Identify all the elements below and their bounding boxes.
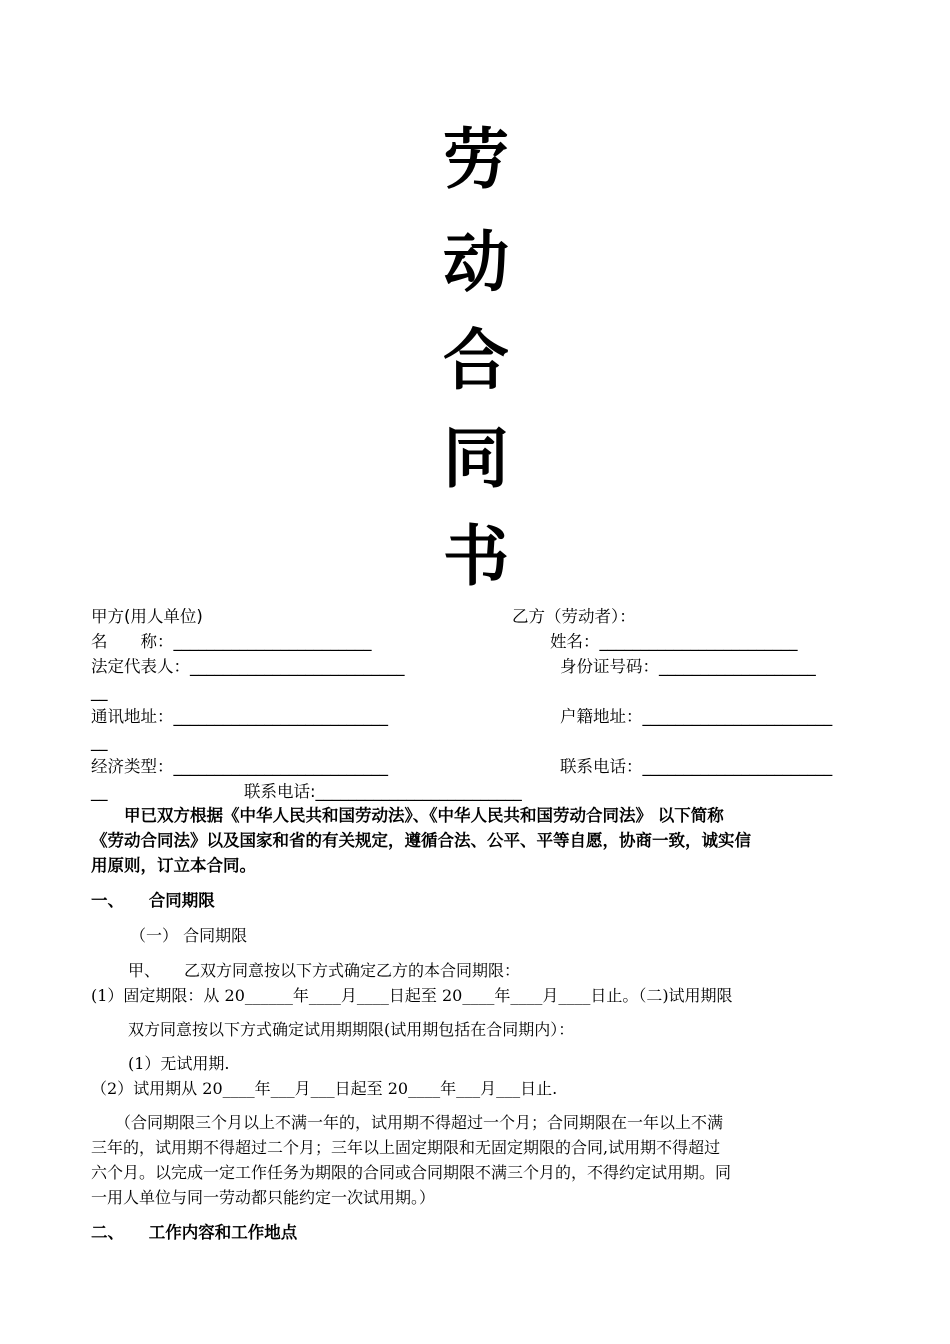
party-b-heading: 乙方（劳动者）： — [512, 607, 636, 626]
trial-note-line-3: 六个月。以完成一定工作任务为期限的合同或合同期限不满三个月的，不得约定试用期。同 — [91, 1163, 732, 1182]
party-b-name-field: 姓名：________________________ — [550, 632, 798, 651]
intro-line-2: 《劳动合同法》以及国家和省的有关规定，遵循合法、公平、平等自愿，协商一致，诚实信 — [91, 831, 751, 850]
party-b-residence-field: 户籍地址：_______________________ — [560, 707, 833, 726]
section-1-method-line: 甲、 乙双方同意按以下方式确定乙方的本合同期限： — [128, 961, 521, 980]
party-a-phone-field: 联系电话:_________________________ — [244, 782, 522, 801]
no-trial-line: (1）无试用期. — [128, 1054, 230, 1073]
party-a-heading: 甲方(用人单位) — [91, 607, 203, 626]
party-a-name-field: 名 称：________________________ — [91, 632, 372, 651]
title-char-2: 动 — [443, 224, 509, 301]
title-char-3: 合 — [443, 322, 509, 399]
title-char-4: 同 — [443, 420, 509, 497]
party-a-rep-field: 法定代表人：__________________________ — [91, 657, 405, 676]
party-a-econ-type-field: 经济类型：__________________________ — [91, 757, 388, 776]
trial-intro-line: 双方同意按以下方式确定试用期期限(试用期包括在合同期内）： — [128, 1020, 575, 1039]
trial-note-line-1: （合同期限三个月以上不满一年的，试用期不得超过一个月；合同期限在一年以上不满 — [91, 1113, 724, 1132]
party-b-phone-field: 联系电话：_______________________ — [560, 757, 833, 776]
section-1-heading: 一、 合同期限 — [91, 891, 215, 910]
section-1-sub-heading: （一） 合同期限 — [130, 926, 248, 945]
intro-line-3: 用原则，订立本合同。 — [91, 856, 256, 875]
wrap-underline: __ — [91, 782, 108, 801]
section-2-heading: 二、 工作内容和工作地点 — [91, 1223, 298, 1242]
wrap-underline: __ — [91, 682, 108, 701]
title-char-1: 劳 — [443, 121, 509, 198]
trial-note-line-4: 一用人单位与同一劳动都只能约定一次试用期。） — [91, 1188, 436, 1207]
trial-period-line: （2）试用期从 20____年___月___日起至 20____年___月___日止. — [91, 1079, 558, 1098]
party-b-id-field: 身份证号码：___________________ — [560, 657, 816, 676]
party-a-address-field: 通讯地址：__________________________ — [91, 707, 388, 726]
trial-note-line-2: 三年的，试用期不得超过二个月；三年以上固定期限和无固定期限的合同,试用期不得超过 — [91, 1138, 721, 1157]
fixed-term-line: (1）固定期限：从 20______年____月____日起至 20____年____月____日止。（二)试用期限 — [91, 986, 733, 1005]
intro-line-1: 甲已双方根据《中华人民共和国劳动法》、《中华人民共和国劳动合同法》 以下简称 — [91, 806, 724, 825]
title-char-5: 书 — [443, 518, 509, 595]
wrap-underline: __ — [91, 732, 108, 751]
